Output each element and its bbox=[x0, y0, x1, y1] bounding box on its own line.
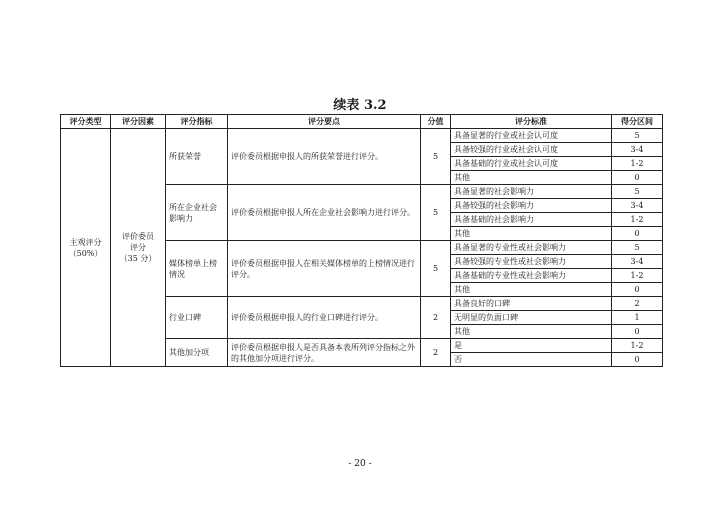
header-cell: 得分区间 bbox=[612, 115, 663, 129]
range-cell: 0 bbox=[612, 283, 663, 297]
score-factor-label-1: 评价委员 bbox=[122, 232, 154, 241]
key-point-cell: 评价委员根据申报人的行业口碑进行评分。 bbox=[228, 297, 421, 339]
standard-cell: 具备显著的行业或社会认可度 bbox=[451, 129, 612, 143]
table-row bbox=[61, 129, 663, 143]
key-point-cell: 评价委员根据申报人在相关媒体榜单的上榜情况进行评分。 bbox=[228, 241, 421, 297]
standard-cell: 具备较强的行业或社会认可度 bbox=[451, 143, 612, 157]
score-type-weight: （50%） bbox=[68, 248, 103, 258]
range-cell: 5 bbox=[612, 129, 663, 143]
key-point-cell: 评价委员根据申报人是否具备本表所列评分指标之外的其他加分项进行评分。 bbox=[228, 339, 421, 367]
score-factor-cell bbox=[111, 129, 166, 367]
range-cell: 3-4 bbox=[612, 143, 663, 157]
key-point-cell: 评价委员根据申报人所在企业社会影响力进行评分。 bbox=[228, 185, 421, 241]
score-factor-points: （35 分） bbox=[119, 254, 157, 263]
range-cell: 1-2 bbox=[612, 269, 663, 283]
range-cell: 1 bbox=[612, 311, 663, 325]
scoring-table bbox=[60, 114, 663, 367]
indicator-cell: 媒体榜单上榜情况 bbox=[166, 241, 228, 297]
standard-cell: 具备显著的社会影响力 bbox=[451, 185, 612, 199]
indicator-cell: 所在企业社会影响力 bbox=[166, 185, 228, 241]
standard-cell: 是 bbox=[451, 339, 612, 353]
range-cell: 5 bbox=[612, 185, 663, 199]
points-cell: 5 bbox=[421, 185, 451, 241]
range-cell: 2 bbox=[612, 297, 663, 311]
standard-cell: 其他 bbox=[451, 227, 612, 241]
range-cell: 3-4 bbox=[612, 199, 663, 213]
standard-cell: 具备较强的专业性或社会影响力 bbox=[451, 255, 612, 269]
range-cell: 0 bbox=[612, 171, 663, 185]
points-cell: 2 bbox=[421, 339, 451, 367]
page-number: - 20 - bbox=[348, 459, 372, 469]
standard-cell: 具备良好的口碑 bbox=[451, 297, 612, 311]
table-header-row bbox=[61, 115, 663, 129]
points-cell: 2 bbox=[421, 297, 451, 339]
indicator-cell: 所获荣誉 bbox=[166, 129, 228, 185]
header-cell: 评分类型 bbox=[61, 115, 111, 129]
standard-cell: 具备基础的专业性或社会影响力 bbox=[451, 269, 612, 283]
standard-cell: 无明显的负面口碑 bbox=[451, 311, 612, 325]
score-factor-label-2: 评分 bbox=[130, 243, 146, 252]
range-cell: 1-2 bbox=[612, 339, 663, 353]
header-cell: 分值 bbox=[421, 115, 451, 129]
range-cell: 0 bbox=[612, 353, 663, 367]
indicator-cell: 其他加分项 bbox=[166, 339, 228, 367]
points-cell: 5 bbox=[421, 241, 451, 297]
standard-cell: 具备基础的行业或社会认可度 bbox=[451, 157, 612, 171]
score-type-label: 主观评分 bbox=[69, 237, 102, 247]
standard-cell: 其他 bbox=[451, 325, 612, 339]
indicator-cell: 行业口碑 bbox=[166, 297, 228, 339]
range-cell: 0 bbox=[612, 325, 663, 339]
range-cell: 0 bbox=[612, 227, 663, 241]
header-cell: 评分指标 bbox=[166, 115, 228, 129]
range-cell: 1-2 bbox=[612, 213, 663, 227]
range-cell: 1-2 bbox=[612, 157, 663, 171]
standard-cell: 具备较强的社会影响力 bbox=[451, 199, 612, 213]
score-type-cell bbox=[61, 129, 111, 367]
table-title: 续表 3.2 bbox=[333, 98, 387, 113]
header-cell: 评分标准 bbox=[451, 115, 612, 129]
standard-cell: 具备显著的专业性或社会影响力 bbox=[451, 241, 612, 255]
standard-cell: 具备基础的社会影响力 bbox=[451, 213, 612, 227]
header-cell: 评分要点 bbox=[228, 115, 421, 129]
points-cell: 5 bbox=[421, 129, 451, 185]
header-cell: 评分因素 bbox=[111, 115, 166, 129]
standard-cell: 其他 bbox=[451, 283, 612, 297]
standard-cell: 其他 bbox=[451, 171, 612, 185]
key-point-cell: 评价委员根据申报人的所获荣誉进行评分。 bbox=[228, 129, 421, 185]
standard-cell: 否 bbox=[451, 353, 612, 367]
range-cell: 5 bbox=[612, 241, 663, 255]
range-cell: 3-4 bbox=[612, 255, 663, 269]
